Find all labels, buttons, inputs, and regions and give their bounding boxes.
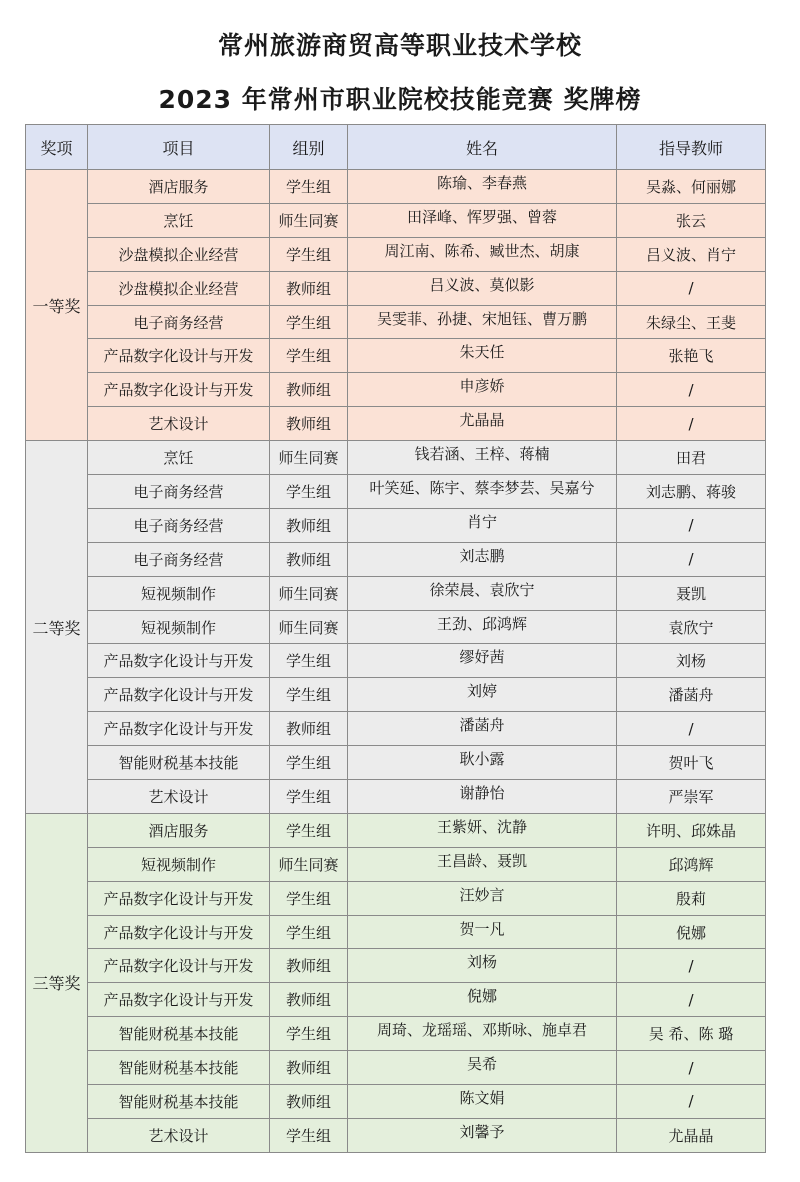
name-cell bbox=[348, 746, 617, 780]
name-text: 叶笑延、陈宇、蔡李梦芸、吴嘉兮 bbox=[369, 478, 595, 497]
group-cell: 教师组 bbox=[270, 271, 348, 305]
group-cell: 教师组 bbox=[270, 407, 348, 441]
group-cell: 师生同赛 bbox=[270, 576, 348, 610]
name-text: 肖宁 bbox=[466, 512, 497, 531]
project-cell: 产品数字化设计与开发 bbox=[88, 881, 270, 915]
name-cell bbox=[348, 441, 617, 475]
table-row bbox=[26, 1051, 766, 1085]
project-cell: 产品数字化设计与开发 bbox=[88, 915, 270, 949]
award-level-cell: 三等奖 bbox=[26, 813, 88, 1152]
teacher-cell: 吕义波、肖宁 bbox=[617, 237, 766, 271]
table-row bbox=[26, 644, 766, 678]
teacher-cell: 尤晶晶 bbox=[617, 1118, 766, 1152]
group-cell: 教师组 bbox=[270, 508, 348, 542]
teacher-cell: 倪娜 bbox=[617, 915, 766, 949]
name-text: 倪娜 bbox=[466, 987, 497, 1006]
name-cell bbox=[348, 983, 617, 1017]
teacher-cell: / bbox=[617, 1051, 766, 1085]
project-cell: 智能财税基本技能 bbox=[88, 1085, 270, 1119]
table-row bbox=[26, 542, 766, 576]
name-text: 吴希 bbox=[466, 1055, 497, 1074]
project-cell: 沙盘模拟企业经营 bbox=[88, 271, 270, 305]
name-cell bbox=[348, 915, 617, 949]
teacher-cell: 刘志鹏、蒋骏 bbox=[617, 475, 766, 509]
group-cell: 师生同赛 bbox=[270, 610, 348, 644]
name-cell bbox=[348, 712, 617, 746]
name-cell bbox=[348, 271, 617, 305]
table-row bbox=[26, 373, 766, 407]
name-text: 谢静怡 bbox=[459, 783, 505, 802]
teacher-cell: 刘杨 bbox=[617, 644, 766, 678]
name-text: 刘杨 bbox=[466, 953, 497, 972]
project-cell: 短视频制作 bbox=[88, 847, 270, 881]
group-cell: 师生同赛 bbox=[270, 847, 348, 881]
teacher-cell: 张艳飞 bbox=[617, 339, 766, 373]
project-cell: 电子商务经营 bbox=[88, 508, 270, 542]
project-cell: 烹饪 bbox=[88, 203, 270, 237]
table-row bbox=[26, 271, 766, 305]
teacher-cell: 殷莉 bbox=[617, 881, 766, 915]
header-project: 项目 bbox=[88, 125, 270, 170]
group-cell: 学生组 bbox=[270, 780, 348, 814]
name-cell bbox=[348, 610, 617, 644]
name-cell bbox=[348, 1085, 617, 1119]
table-body bbox=[26, 170, 766, 1153]
teacher-cell: 张云 bbox=[617, 203, 766, 237]
table-row bbox=[26, 508, 766, 542]
teacher-cell: / bbox=[617, 373, 766, 407]
name-cell bbox=[348, 508, 617, 542]
group-cell: 学生组 bbox=[270, 170, 348, 204]
project-cell: 短视频制作 bbox=[88, 576, 270, 610]
teacher-cell: / bbox=[617, 949, 766, 983]
name-text: 刘志鹏 bbox=[459, 546, 505, 565]
project-cell: 产品数字化设计与开发 bbox=[88, 339, 270, 373]
group-cell: 教师组 bbox=[270, 983, 348, 1017]
name-cell bbox=[348, 1051, 617, 1085]
table-row bbox=[26, 915, 766, 949]
group-cell: 教师组 bbox=[270, 1051, 348, 1085]
name-text: 王昌龄、聂凯 bbox=[436, 851, 527, 870]
group-cell: 学生组 bbox=[270, 237, 348, 271]
project-cell: 产品数字化设计与开发 bbox=[88, 644, 270, 678]
teacher-cell: / bbox=[617, 983, 766, 1017]
table-row bbox=[26, 813, 766, 847]
table-row bbox=[26, 881, 766, 915]
group-cell: 学生组 bbox=[270, 644, 348, 678]
name-text: 朱天任 bbox=[459, 343, 505, 362]
group-cell: 学生组 bbox=[270, 915, 348, 949]
project-cell: 智能财税基本技能 bbox=[88, 1017, 270, 1051]
group-cell: 教师组 bbox=[270, 712, 348, 746]
name-cell bbox=[348, 475, 617, 509]
header-teacher: 指导教师 bbox=[617, 125, 766, 170]
table-row bbox=[26, 949, 766, 983]
table-row bbox=[26, 712, 766, 746]
group-cell: 学生组 bbox=[270, 1017, 348, 1051]
teacher-cell: 田君 bbox=[617, 441, 766, 475]
teacher-cell: 袁欣宁 bbox=[617, 610, 766, 644]
name-cell bbox=[348, 373, 617, 407]
group-cell: 师生同赛 bbox=[270, 203, 348, 237]
name-cell bbox=[348, 1118, 617, 1152]
table-row bbox=[26, 1085, 766, 1119]
group-cell: 学生组 bbox=[270, 678, 348, 712]
name-cell bbox=[348, 1017, 617, 1051]
name-cell bbox=[348, 847, 617, 881]
name-text: 刘馨予 bbox=[459, 1122, 505, 1141]
teacher-cell: 邱鸿辉 bbox=[617, 847, 766, 881]
name-cell bbox=[348, 678, 617, 712]
teacher-cell: 吴 希、陈 璐 bbox=[617, 1017, 766, 1051]
teacher-cell: 许明、邱姝晶 bbox=[617, 813, 766, 847]
project-cell: 智能财税基本技能 bbox=[88, 746, 270, 780]
page-subtitle: 2023 年常州市职业院校技能竞赛 奖牌榜 bbox=[158, 85, 642, 114]
name-text: 周琦、龙瑶瑶、邓斯咏、施卓君 bbox=[376, 1021, 587, 1040]
name-cell bbox=[348, 576, 617, 610]
teacher-cell: 严崇军 bbox=[617, 780, 766, 814]
project-cell: 电子商务经营 bbox=[88, 542, 270, 576]
name-text: 耿小露 bbox=[459, 750, 505, 769]
name-cell bbox=[348, 339, 617, 373]
project-cell: 产品数字化设计与开发 bbox=[88, 949, 270, 983]
name-cell bbox=[348, 305, 617, 339]
name-text: 吴雯菲、孙捷、宋旭钰、曹万鹏 bbox=[376, 309, 587, 328]
project-cell: 智能财税基本技能 bbox=[88, 1051, 270, 1085]
group-cell: 学生组 bbox=[270, 746, 348, 780]
table-row bbox=[26, 610, 766, 644]
name-text: 王劲、邱鸿辉 bbox=[436, 614, 527, 633]
table-row bbox=[26, 678, 766, 712]
teacher-cell: 吴淼、何丽娜 bbox=[617, 170, 766, 204]
teacher-cell: / bbox=[617, 1085, 766, 1119]
teacher-cell: / bbox=[617, 542, 766, 576]
table-row bbox=[26, 237, 766, 271]
project-cell: 艺术设计 bbox=[88, 1118, 270, 1152]
name-text: 田泽峰、恽罗强、曾蓉 bbox=[406, 207, 557, 226]
project-cell: 烹饪 bbox=[88, 441, 270, 475]
header-group: 组别 bbox=[270, 125, 348, 170]
teacher-cell: 朱绿尘、王斐 bbox=[617, 305, 766, 339]
medal-table bbox=[25, 124, 766, 1153]
teacher-cell: / bbox=[617, 508, 766, 542]
table-row bbox=[26, 1017, 766, 1051]
table-row bbox=[26, 780, 766, 814]
table-row bbox=[26, 746, 766, 780]
project-cell: 酒店服务 bbox=[88, 813, 270, 847]
header-award: 奖项 bbox=[26, 125, 88, 170]
table-row bbox=[26, 1118, 766, 1152]
teacher-cell: 潘菡舟 bbox=[617, 678, 766, 712]
table-row bbox=[26, 305, 766, 339]
name-cell bbox=[348, 170, 617, 204]
name-text: 贺一凡 bbox=[459, 919, 505, 938]
group-cell: 师生同赛 bbox=[270, 441, 348, 475]
project-cell: 艺术设计 bbox=[88, 407, 270, 441]
group-cell: 学生组 bbox=[270, 1118, 348, 1152]
name-text: 陈文娟 bbox=[459, 1088, 505, 1107]
group-cell: 教师组 bbox=[270, 542, 348, 576]
table-row bbox=[26, 339, 766, 373]
project-cell: 电子商务经营 bbox=[88, 475, 270, 509]
name-cell bbox=[348, 881, 617, 915]
project-cell: 电子商务经营 bbox=[88, 305, 270, 339]
teacher-cell: 贺叶飞 bbox=[617, 746, 766, 780]
project-cell: 沙盘模拟企业经营 bbox=[88, 237, 270, 271]
header-name: 姓名 bbox=[348, 125, 617, 170]
page-title: 常州旅游商贸高等职业技术学校 bbox=[217, 31, 582, 60]
project-cell: 产品数字化设计与开发 bbox=[88, 373, 270, 407]
table-row bbox=[26, 203, 766, 237]
name-text: 王紫妍、沈静 bbox=[436, 817, 527, 836]
group-cell: 学生组 bbox=[270, 475, 348, 509]
project-cell: 产品数字化设计与开发 bbox=[88, 678, 270, 712]
table-row bbox=[26, 407, 766, 441]
name-text: 尤晶晶 bbox=[459, 411, 505, 430]
teacher-cell: / bbox=[617, 271, 766, 305]
name-text: 潘菡舟 bbox=[459, 716, 505, 735]
table-row bbox=[26, 847, 766, 881]
project-cell: 酒店服务 bbox=[88, 170, 270, 204]
award-level-cell: 一等奖 bbox=[26, 170, 88, 441]
name-cell bbox=[348, 813, 617, 847]
project-cell: 产品数字化设计与开发 bbox=[88, 983, 270, 1017]
name-text: 周江南、陈希、臧世杰、胡康 bbox=[384, 241, 580, 260]
group-cell: 学生组 bbox=[270, 881, 348, 915]
name-cell bbox=[348, 780, 617, 814]
table-row bbox=[26, 475, 766, 509]
name-text: 徐荣晨、袁欣宁 bbox=[429, 580, 535, 599]
name-text: 缪妤茜 bbox=[459, 648, 505, 667]
name-cell bbox=[348, 203, 617, 237]
group-cell: 教师组 bbox=[270, 949, 348, 983]
name-text: 吕义波、莫似影 bbox=[429, 275, 535, 294]
group-cell: 教师组 bbox=[270, 373, 348, 407]
group-cell: 教师组 bbox=[270, 1085, 348, 1119]
name-cell bbox=[348, 237, 617, 271]
table-row bbox=[26, 576, 766, 610]
teacher-cell: / bbox=[617, 407, 766, 441]
table-row bbox=[26, 170, 766, 204]
name-text: 陈瑜、李春燕 bbox=[436, 173, 527, 192]
project-cell: 产品数字化设计与开发 bbox=[88, 712, 270, 746]
project-cell: 短视频制作 bbox=[88, 610, 270, 644]
project-cell: 艺术设计 bbox=[88, 780, 270, 814]
name-cell bbox=[348, 407, 617, 441]
name-cell bbox=[348, 644, 617, 678]
name-cell bbox=[348, 542, 617, 576]
name-text: 汪妙言 bbox=[459, 885, 505, 904]
group-cell: 学生组 bbox=[270, 339, 348, 373]
name-text: 钱若涵、王梓、蒋楠 bbox=[414, 445, 550, 464]
award-level-cell: 二等奖 bbox=[26, 441, 88, 814]
name-text: 刘婷 bbox=[466, 682, 497, 701]
name-text: 申彦娇 bbox=[459, 377, 505, 396]
teacher-cell: / bbox=[617, 712, 766, 746]
table-header-row bbox=[26, 125, 766, 170]
group-cell: 学生组 bbox=[270, 813, 348, 847]
table-row bbox=[26, 983, 766, 1017]
group-cell: 学生组 bbox=[270, 305, 348, 339]
name-cell bbox=[348, 949, 617, 983]
teacher-cell: 聂凯 bbox=[617, 576, 766, 610]
table-row bbox=[26, 441, 766, 475]
